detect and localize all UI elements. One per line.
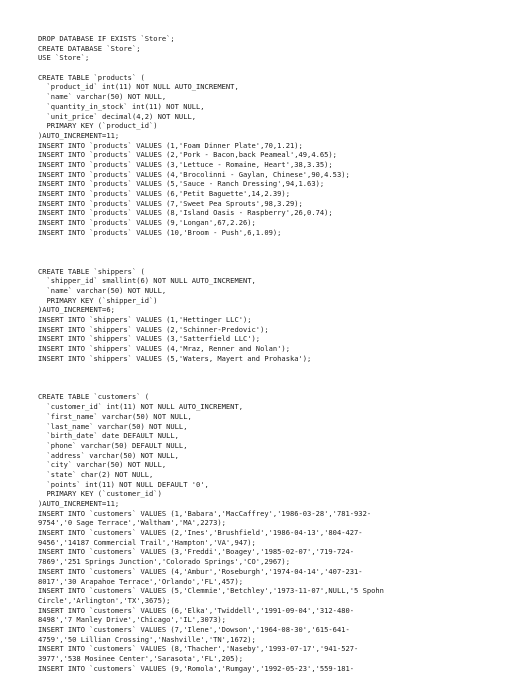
blank-line	[38, 237, 504, 247]
code-line: INSERT INTO `customers` VALUES (6,'Elka','Twiddell','1991-09-04','312-480-	[38, 605, 355, 615]
code-line: INSERT INTO `customers` VALUES (4,'Ambur','Roseburgh','1974-04-14','407-231-	[38, 566, 363, 576]
code-line: INSERT INTO `shippers` VALUES (5,'Waters, Mayert and Prohaska');	[38, 353, 312, 363]
code-line: `name` varchar(50) NOT NULL,	[38, 92, 167, 102]
code-line: )AUTO_INCREMENT=6;	[38, 305, 115, 315]
code-line: CREATE TABLE `products` (	[38, 72, 145, 82]
code-line: INSERT INTO `products` VALUES (3,'Lettuce - Romaine, Heart',38,3.35);	[38, 159, 333, 169]
code-line: INSERT INTO `shippers` VALUES (3,'Satterfield LLC');	[38, 334, 261, 344]
code-line: CREATE DATABASE `Store`;	[38, 43, 141, 53]
code-line: 9456','14187 Commercial Trail','Hampton','VA',947);	[38, 537, 256, 547]
code-line: `last_name` varchar(50) NOT NULL,	[38, 421, 188, 431]
code-line: `phone` varchar(50) DEFAULT NULL,	[38, 440, 188, 450]
code-line: `birth_date` date DEFAULT NULL,	[38, 431, 179, 441]
blank-line	[38, 363, 504, 373]
code-line: INSERT INTO `products` VALUES (9,'Longan',67,2.26);	[38, 218, 256, 228]
code-line: `city` varchar(50) NOT NULL,	[38, 460, 167, 470]
code-line: 7869','251 Springs Junction','Colorado Springs','CO',2967);	[38, 557, 290, 567]
code-line: `state` char(2) NOT NULL,	[38, 469, 154, 479]
code-line: )AUTO_INCREMENT=11;	[38, 130, 120, 140]
code-line: `first_name` varchar(50) NOT NULL,	[38, 411, 192, 421]
code-line: INSERT INTO `products` VALUES (5,'Sauce - Ranch Dressing',94,1.63);	[38, 179, 325, 189]
code-line: 3977','538 Mosinee Center','Sarasota','FL',205);	[38, 654, 243, 663]
code-line: CREATE TABLE `shippers` (	[38, 266, 145, 276]
code-line: 4759','50 Lillian Crossing','Nashville','TN',1672);	[38, 634, 256, 644]
code-line: Circle','Arlington','TX',3675);	[38, 595, 171, 605]
code-line: `product_id` int(11) NOT NULL AUTO_INCREMENT,	[38, 82, 239, 92]
code-line: 8017','30 Arapahoe Terrace','Orlando','FL',457);	[38, 576, 243, 586]
code-line: INSERT INTO `shippers` VALUES (2,'Schinner-Predovic');	[38, 324, 269, 334]
code-line: PRIMARY KEY (`customer_id`)	[38, 489, 162, 499]
code-line: INSERT INTO `products` VALUES (2,'Pork - Bacon,back Peameal',49,4.65);	[38, 150, 337, 160]
code-line: `unit_price` decimal(4,2) NOT NULL,	[38, 111, 197, 121]
code-line: `customer_id` int(11) NOT NULL AUTO_INCREMENT,	[38, 402, 243, 412]
code-line: INSERT INTO `customers` VALUES (2,'Ines','Brushfield','1986-04-13','804-427-	[38, 528, 363, 538]
code-line: `quantity_in_stock` int(11) NOT NULL,	[38, 101, 205, 111]
blank-line	[38, 63, 504, 73]
code-line: DROP DATABASE IF EXISTS `Store`;	[38, 34, 175, 43]
code-line: INSERT INTO `products` VALUES (10,'Broom - Push',6,1.09);	[38, 227, 282, 237]
code-line: INSERT INTO `products` VALUES (4,'Brocolinni - Gaylan, Chinese',90,4.53);	[38, 169, 350, 179]
blank-line	[38, 247, 504, 257]
blank-line	[38, 257, 504, 267]
code-line: INSERT INTO `products` VALUES (7,'Sweet Pea Sprouts',98,3.29);	[38, 198, 303, 208]
code-line: INSERT INTO `products` VALUES (8,'Island Oasis - Raspberry',26,0.74);	[38, 208, 333, 218]
blank-line	[38, 373, 504, 383]
code-line: INSERT INTO `shippers` VALUES (4,'Mraz, Renner and Nolan');	[38, 344, 290, 353]
code-line: INSERT INTO `customers` VALUES (8,'Thacher','Naseby','1993-07-17','941-527-	[38, 644, 359, 654]
code-line: PRIMARY KEY (`shipper_id`)	[38, 295, 158, 305]
code-line: `points` int(11) NOT NULL DEFAULT '0',	[38, 479, 209, 489]
code-line: INSERT INTO `shippers` VALUES (1,'Hettinger LLC');	[38, 314, 252, 324]
code-line: USE `Store`;	[38, 53, 90, 63]
code-line: `name` varchar(50) NOT NULL,	[38, 285, 167, 295]
code-line: INSERT INTO `customers` VALUES (3,'Freddi','Boagey','1985-02-07','719-724-	[38, 547, 355, 557]
code-line: INSERT INTO `products` VALUES (1,'Foam Dinner Plate',70,1.21);	[38, 140, 303, 150]
code-line: INSERT INTO `customers` VALUES (5,'Clemmie','Betchley','1973-11-07',NULL,'5 Spohn	[38, 586, 384, 596]
code-line: CREATE TABLE `customers` (	[38, 392, 150, 402]
code-line: `address` varchar(50) NOT NULL,	[38, 450, 179, 460]
code-line: INSERT INTO `products` VALUES (6,'Petit Baguette',14,2.39);	[38, 189, 290, 198]
code-line: `shipper_id` smallint(6) NOT NULL AUTO_INCREMENT,	[38, 276, 256, 286]
code-line: INSERT INTO `customers` VALUES (1,'Babara','MacCaffrey','1986-03-28','781-932-	[38, 508, 372, 518]
code-line: INSERT INTO `customers` VALUES (7,'Ilene','Dowson','1964-08-30','615-641-	[38, 624, 350, 634]
code-line: 9754','0 Sage Terrace','Waltham','MA',2273);	[38, 518, 226, 528]
code-line: INSERT INTO `customers` VALUES (9,'Romola','Rumgay','1992-05-23','559-181-	[38, 663, 355, 673]
blank-line	[38, 383, 504, 393]
code-line: PRIMARY KEY (`product_id`)	[38, 121, 158, 131]
sql-script	[38, 34, 504, 673]
code-line: )AUTO_INCREMENT=11;	[38, 499, 120, 508]
code-line: 8498','7 Manley Drive','Chicago','IL',3073);	[38, 615, 226, 625]
